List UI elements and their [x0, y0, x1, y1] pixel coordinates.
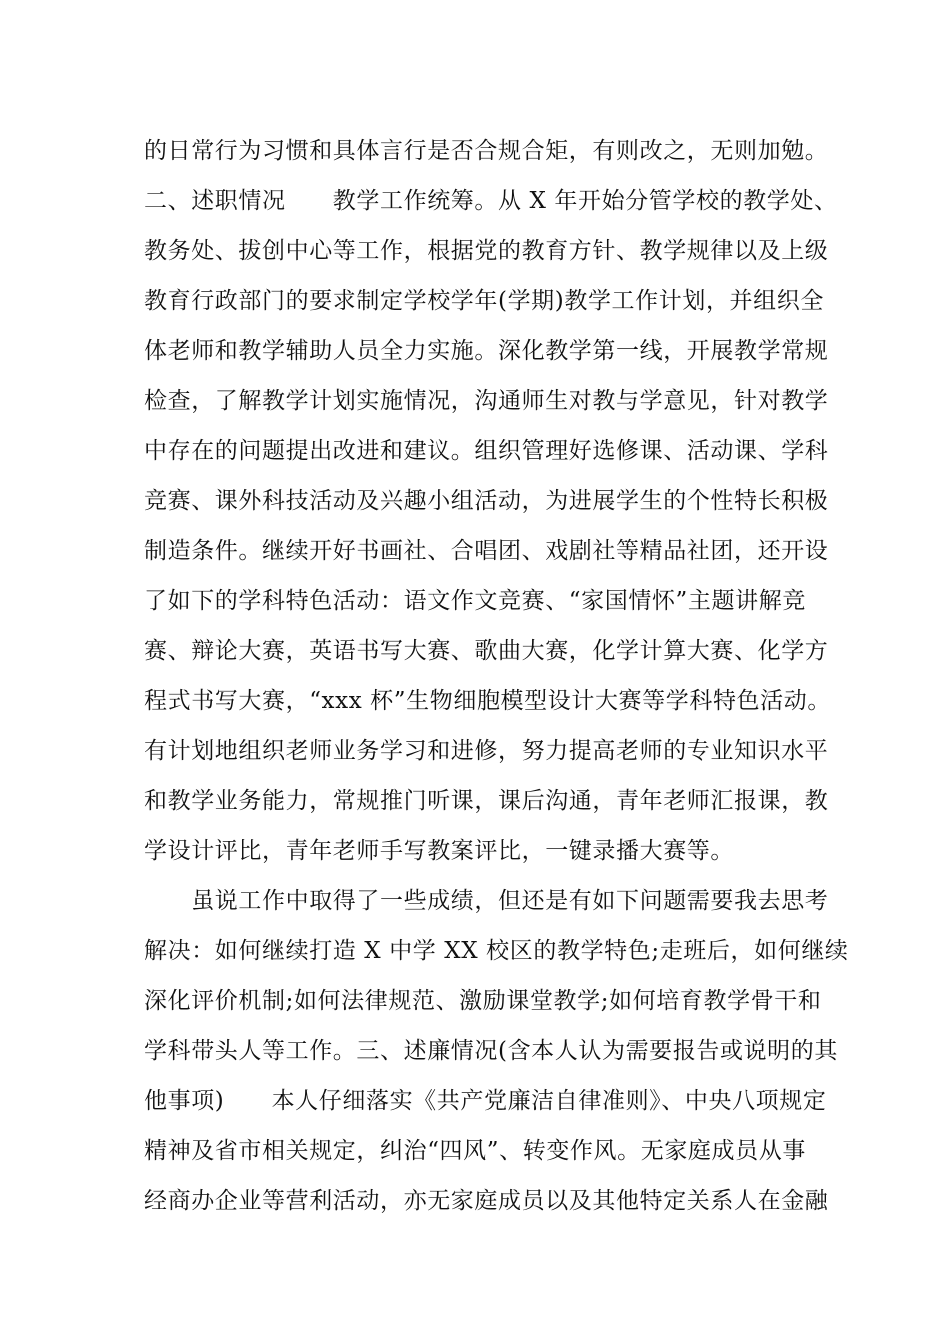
text-line: 了如下的学科特色活动：语文作文竞赛、“家国情怀”主题讲解竞: [144, 588, 806, 614]
text-line: 虽说工作中取得了一些成绩，但还是有如下问题需要我去思考: [144, 888, 829, 914]
text-line: 解决：如何继续打造 X 中学 XX 校区的教学特色;走班后，如何继续: [144, 938, 849, 964]
text-line: 和教学业务能力，常规推门听课，课后沟通，青年老师汇报课，教: [144, 788, 829, 814]
text-line: 学设计评比，青年老师手写教案评比，一键录播大赛等。: [144, 838, 734, 864]
text-line: 经商办企业等营利活动，亦无家庭成员以及其他特定关系人在金融: [144, 1188, 829, 1214]
text-line: 中存在的问题提出改进和建议。组织管理好选修课、活动课、学科: [144, 438, 829, 464]
text-line: 深化评价机制;如何法律规范、激励课堂教学;如何培育教学骨干和: [144, 988, 822, 1014]
text-line: 体老师和教学辅助人员全力实施。深化教学第一线，开展教学常规: [144, 338, 829, 364]
text-line: 检查，了解教学计划实施情况，沟通师生对教与学意见，针对教学: [144, 388, 829, 414]
text-line: 有计划地组织老师业务学习和进修，努力提高老师的专业知识水平: [144, 738, 829, 764]
text-line: 他事项) 本人仔细落实《共产党廉洁自律准则》、中央八项规定: [144, 1088, 827, 1114]
text-line: 竞赛、课外科技活动及兴趣小组活动，为进展学生的个性特长积极: [144, 488, 829, 514]
text-line: 学科带头人等工作。三、述廉情况(含本人认为需要报告或说明的其: [144, 1038, 838, 1064]
text-line: 赛、辩论大赛，英语书写大赛、歌曲大赛，化学计算大赛、化学方: [144, 638, 829, 664]
text-line: 程式书写大赛，“xxx 杯”生物细胞模型设计大赛等学科特色活动。: [144, 688, 831, 714]
text-line: 二、述职情况 教学工作统筹。从 X 年开始分管学校的教学处、: [144, 188, 838, 214]
text-line: 教务处、拔创中心等工作，根据党的教育方针、教学规律以及上级: [144, 238, 829, 264]
text-line: 制造条件。继续开好书画社、合唱团、戏剧社等精品社团，还开设: [144, 538, 829, 564]
text-line: 教育行政部门的要求制定学校学年(学期)教学工作计划，并组织全: [144, 288, 824, 314]
text-line: 的日常行为习惯和具体言行是否合规合矩，有则改之，无则加勉。: [144, 138, 829, 164]
text-line: 精神及省市相关规定，纠治“四风”、转变作风。无家庭成员从事: [144, 1138, 806, 1164]
